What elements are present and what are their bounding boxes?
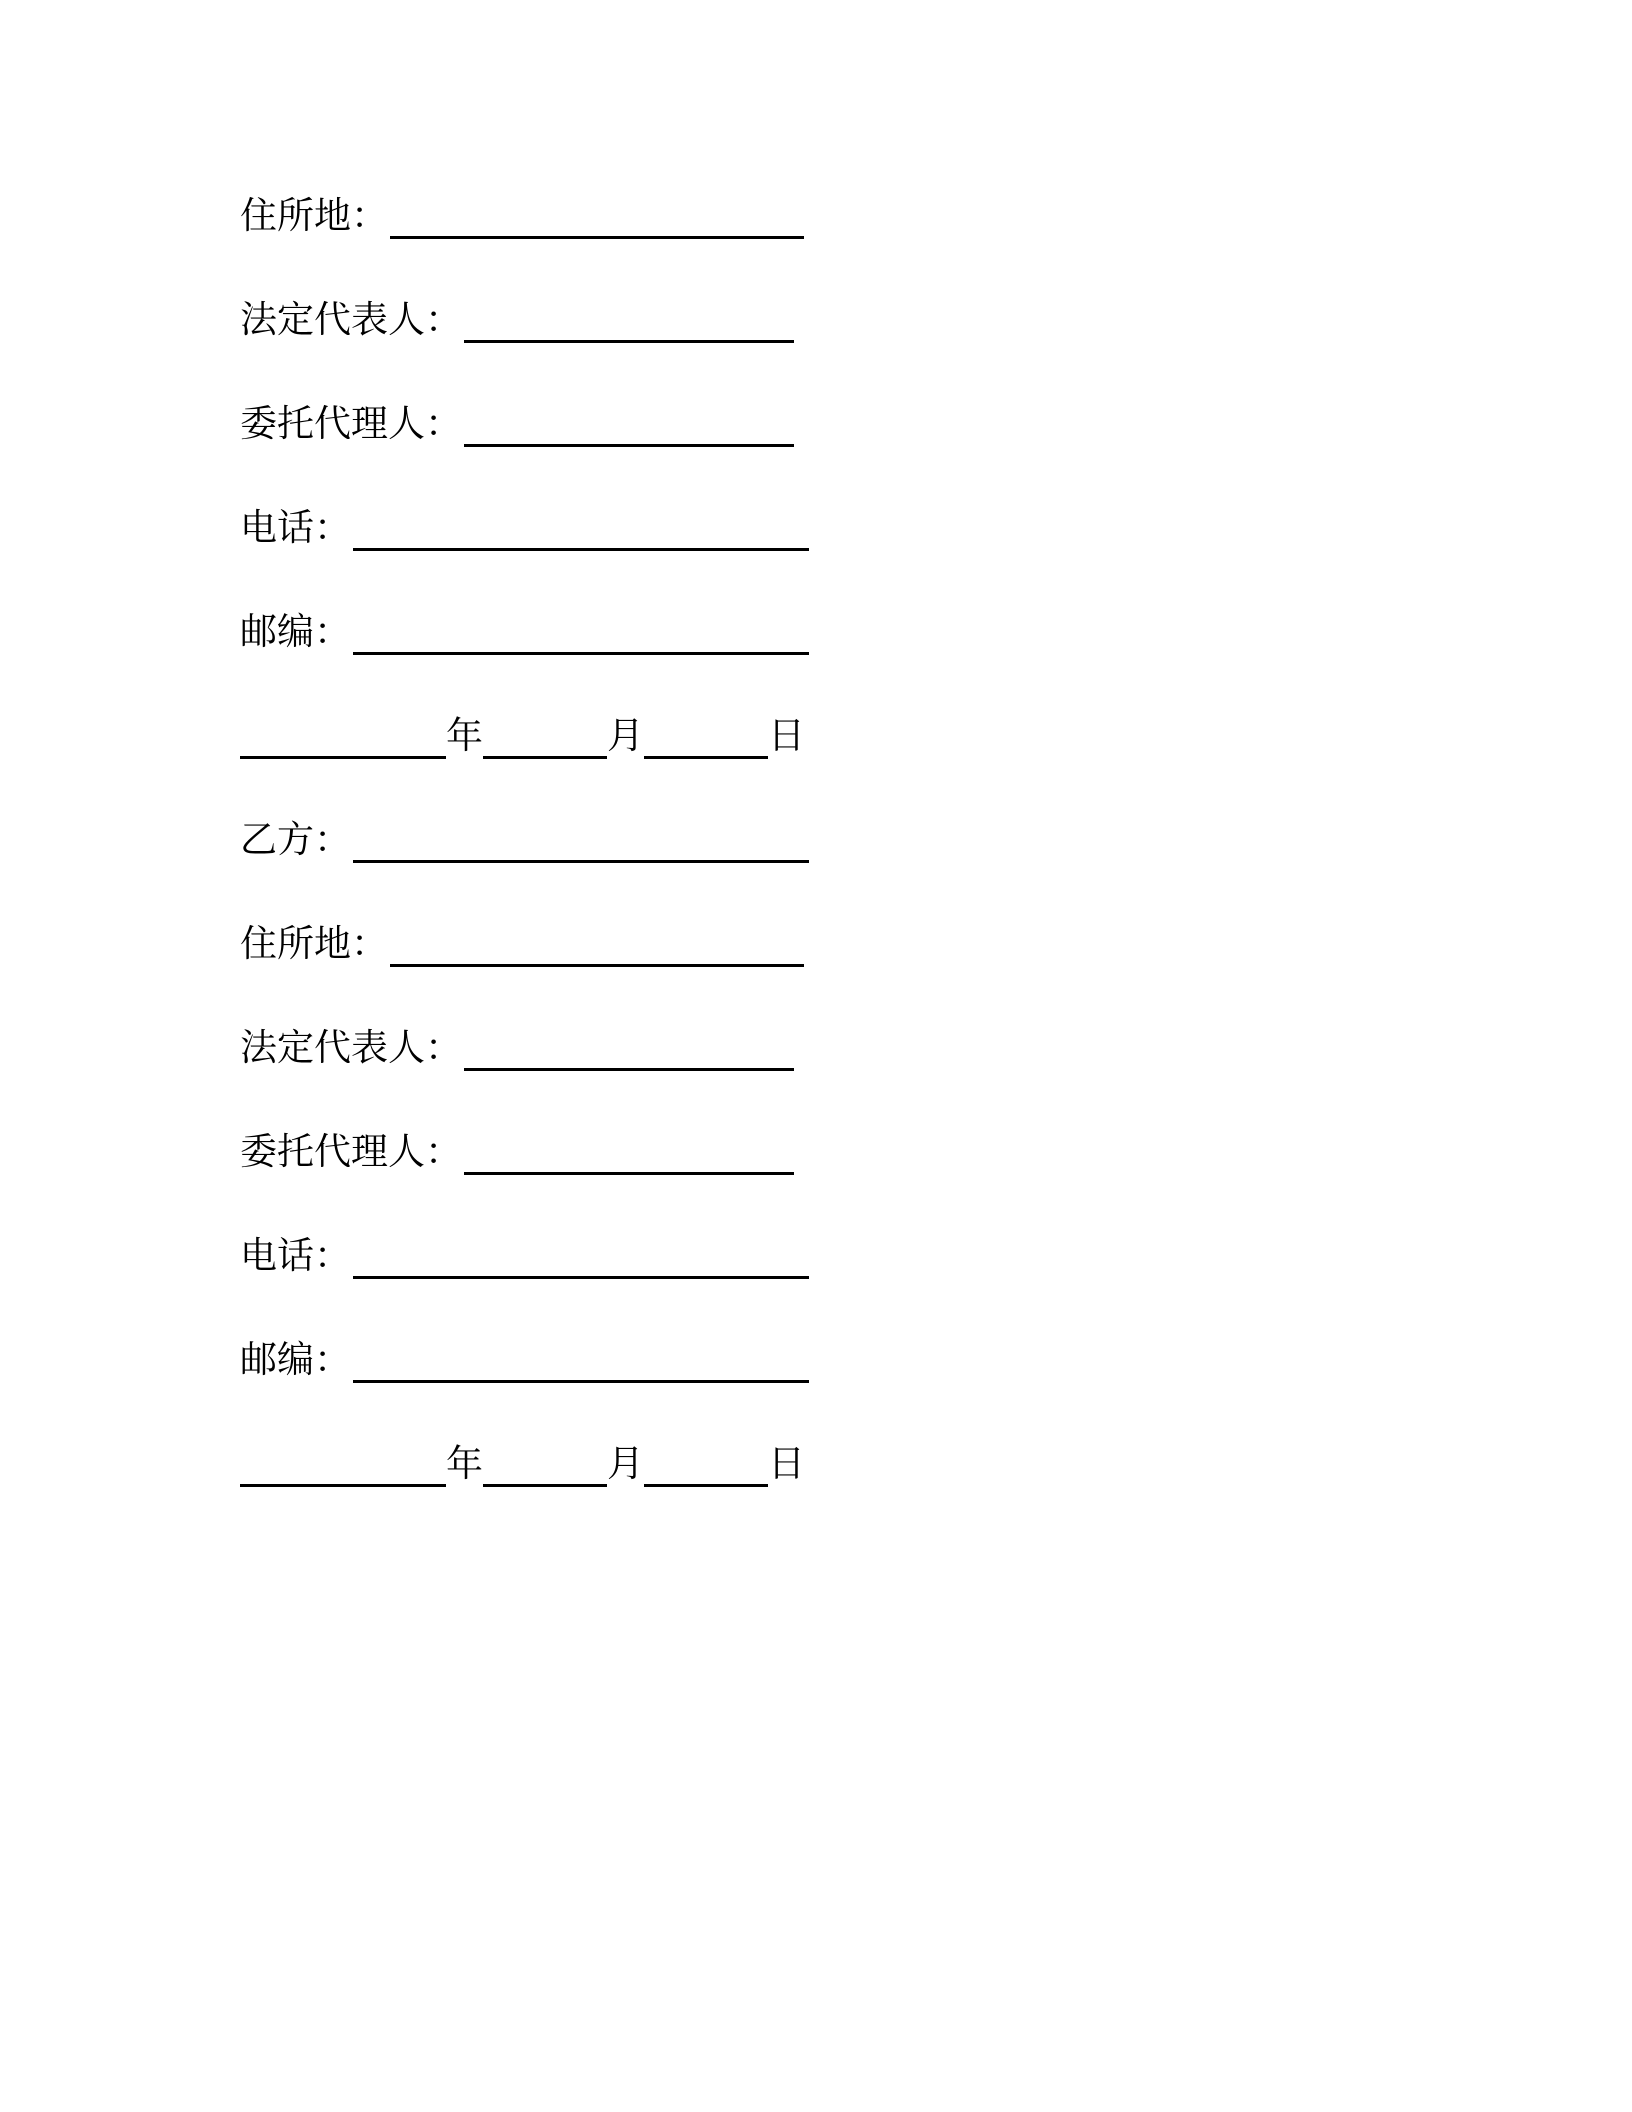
- party-b-phone-blank[interactable]: [353, 1226, 809, 1279]
- party-b-day-blank[interactable]: [644, 1434, 768, 1487]
- party-b-month-blank[interactable]: [483, 1434, 607, 1487]
- party-b-title-label: 乙方：: [240, 818, 351, 861]
- party-b-agent-blank[interactable]: [464, 1122, 794, 1175]
- party-b-legal-rep-label: 法定代表人：: [240, 1026, 462, 1069]
- party-a-legal-rep-row: [240, 290, 940, 394]
- party-b-date-row: [240, 1434, 940, 1538]
- party-a-day-label: 日: [768, 714, 805, 757]
- party-a-legal-rep-label: 法定代表人：: [240, 298, 462, 341]
- party-a-legal-rep-blank[interactable]: [464, 290, 794, 343]
- party-b-phone-row: [240, 1226, 940, 1330]
- party-a-address-row: [240, 186, 940, 290]
- party-b-address-row: [240, 914, 940, 1018]
- party-a-postcode-label: 邮编：: [240, 610, 351, 653]
- party-a-postcode-row: [240, 602, 940, 706]
- party-a-agent-row: [240, 394, 940, 498]
- party-b-address-label: 住所地：: [240, 922, 388, 965]
- party-b-address-blank[interactable]: [390, 914, 804, 967]
- party-a-month-blank[interactable]: [483, 706, 607, 759]
- party-a-address-label: 住所地：: [240, 194, 388, 237]
- party-b-month-label: 月: [607, 1442, 644, 1485]
- party-b-day-label: 日: [768, 1442, 805, 1485]
- party-b-agent-label: 委托代理人：: [240, 1130, 462, 1173]
- party-a-postcode-blank[interactable]: [353, 602, 809, 655]
- party-a-year-blank[interactable]: [240, 706, 446, 759]
- party-b-year-label: 年: [446, 1442, 483, 1485]
- party-b-postcode-label: 邮编：: [240, 1338, 351, 1381]
- party-a-date-row: [240, 706, 940, 810]
- party-a-day-blank[interactable]: [644, 706, 768, 759]
- party-b-postcode-blank[interactable]: [353, 1330, 809, 1383]
- party-a-agent-blank[interactable]: [464, 394, 794, 447]
- party-a-phone-row: [240, 498, 940, 602]
- signature-form: [240, 186, 940, 1538]
- party-a-phone-blank[interactable]: [353, 498, 809, 551]
- party-b-postcode-row: [240, 1330, 940, 1434]
- party-a-agent-label: 委托代理人：: [240, 402, 462, 445]
- party-b-legal-rep-row: [240, 1018, 940, 1122]
- party-b-legal-rep-blank[interactable]: [464, 1018, 794, 1071]
- party-a-address-blank[interactable]: [390, 186, 804, 239]
- party-b-agent-row: [240, 1122, 940, 1226]
- party-b-phone-label: 电话：: [240, 1234, 351, 1277]
- party-a-year-label: 年: [446, 714, 483, 757]
- party-a-month-label: 月: [607, 714, 644, 757]
- party-b-title-row: [240, 810, 940, 914]
- party-a-phone-label: 电话：: [240, 506, 351, 549]
- party-b-year-blank[interactable]: [240, 1434, 446, 1487]
- party-b-name-blank[interactable]: [353, 810, 809, 863]
